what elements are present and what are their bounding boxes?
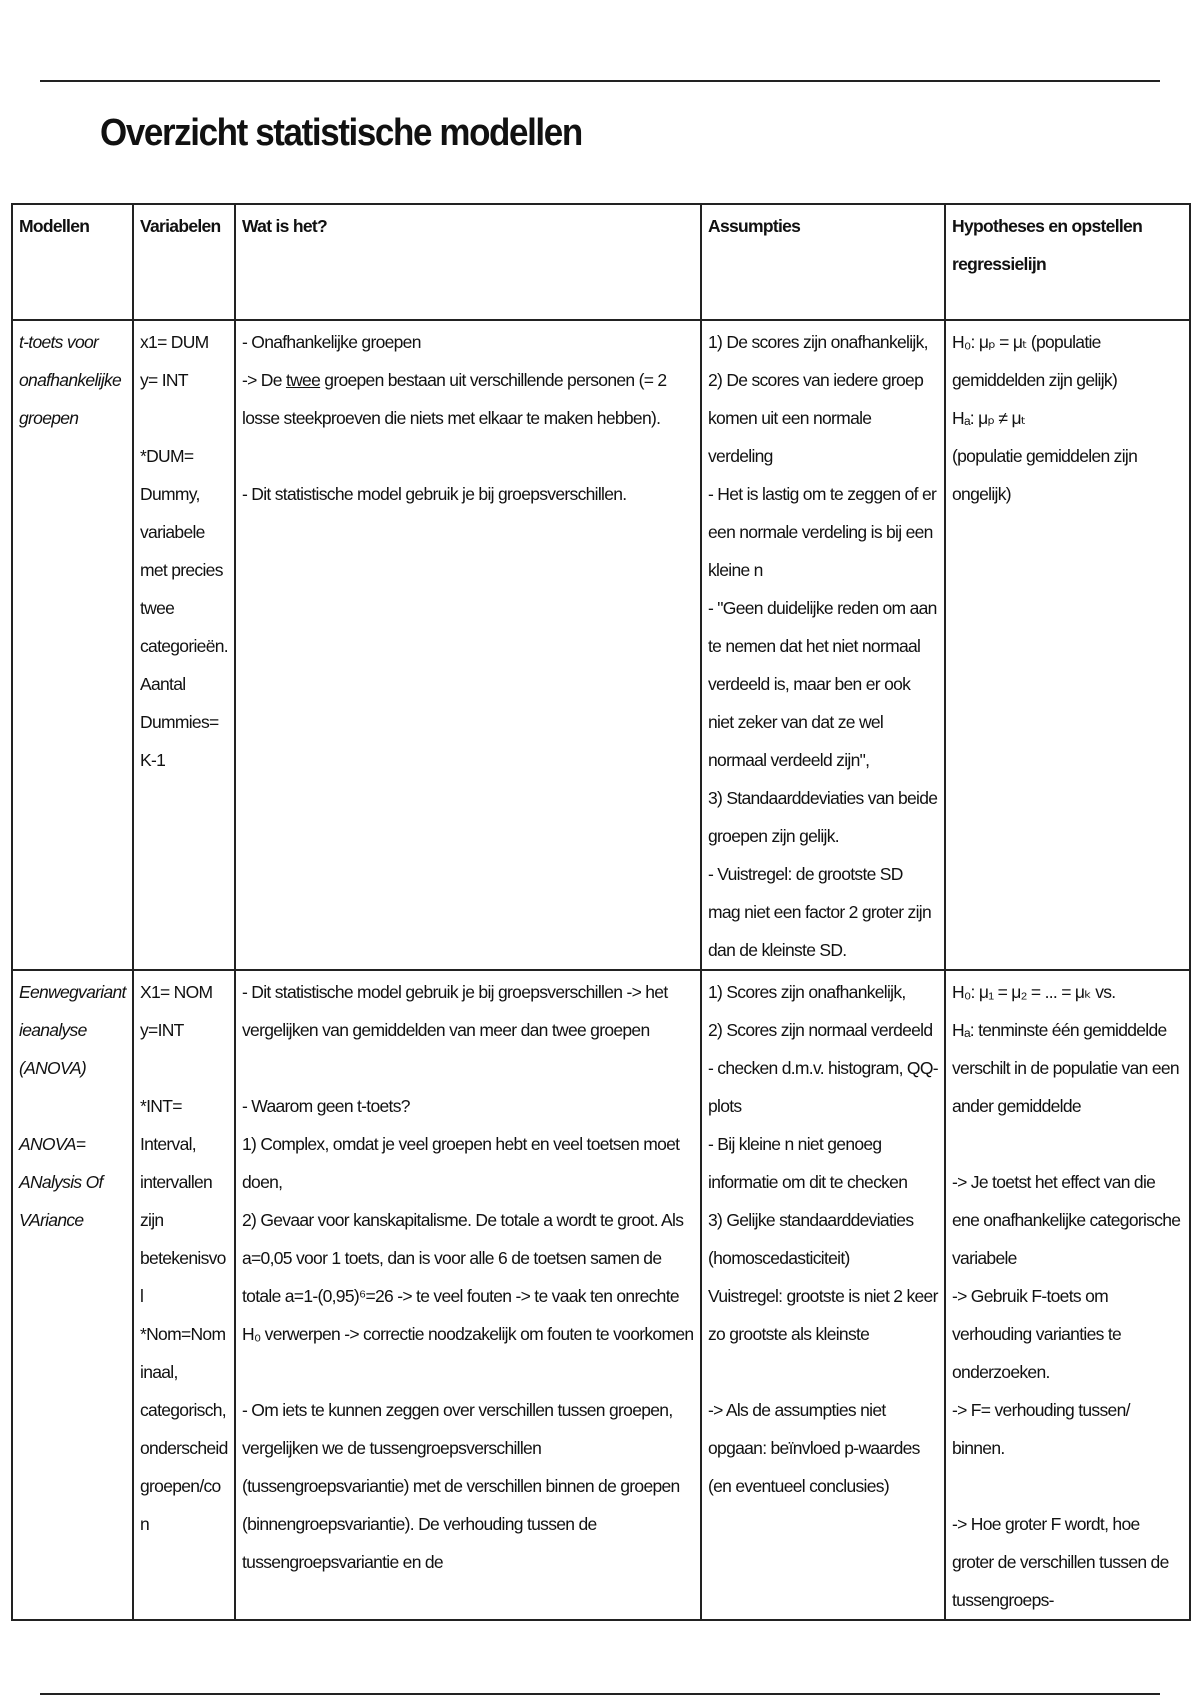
header-hypotheses: Hypotheses en opstellen regressielijn (945, 204, 1190, 320)
what-text-start: - Onafhankelijke groepen -> De (242, 332, 421, 390)
header-variables: Variabelen (133, 204, 235, 320)
header-row (12, 204, 1190, 320)
variables-cell: x1= DUM y= INT *DUM= Dummy, variabele met precies twee categorieën. Aantal Dummies= K-1 (133, 320, 235, 970)
models-table (11, 203, 1191, 1621)
top-rule (40, 80, 1160, 82)
variables-cell: X1= NOM y=INT *INT= Interval, intervallen zijn betekenisvol *Nom=Nominaal, categorisch, onderscheid groepen/con (133, 970, 235, 1620)
assumptions-cell: 1) Scores zijn onafhankelijk, 2) Scores zijn normaal verdeeld - checken d.m.v. histogram, QQ-plots - Bij kleine n niet genoeg informatie om dit te checken 3) Gelijke standaarddeviaties (homoscedasticiteit) Vuistregel: grootste is niet 2 keer zo grootste als kleinste -> Als de assumpties niet opgaan: beïnvloed p-waardes (en eventueel conclusies) (701, 970, 945, 1620)
what-cell (235, 320, 701, 970)
what-text-end: groepen bestaan uit verschillende personen (= 2 losse steekproeven die niets met elkaar te maken hebben). - Dit statistische model gebruik je bij groepsverschillen. (242, 370, 667, 504)
model-cell: Eenwegvariantieanalyse (ANOVA) ANOVA= ANalysis Of VAriance (12, 970, 133, 1620)
bottom-rule (40, 1693, 1160, 1695)
table-row (12, 320, 1190, 970)
hypotheses-cell: H₀: μ₁ = μ₂ = ... = μₖ vs. Hₐ: tenminste één gemiddelde verschilt in de populatie van een ander gemiddelde -> Je toetst het effect van die ene onafhankelijke categorische variabele -> Gebruik F-toets om verhouding varianties te onderzoeken. -> F= verhouding tussen/ binnen. -> Hoe groter F wordt, hoe groter de verschillen tussen de tussengroeps- (945, 970, 1190, 1620)
table-row (12, 970, 1190, 1620)
assumptions-cell: 1) De scores zijn onafhankelijk, 2) De scores van iedere groep komen uit een normale verdeling - Het is lastig om te zeggen of er een normale verdeling is bij een kleine n - "Geen duidelijke reden om aan te nemen dat het niet normaal verdeeld is, maar ben er ook niet zeker van dat ze wel normaal verdeeld zijn", 3) Standaarddeviaties van beide groepen zijn gelijk. - Vuistregel: de grootste SD mag niet een factor 2 groter zijn dan de kleinste SD. (701, 320, 945, 970)
page-title: Overzicht statistische modellen (100, 112, 582, 154)
header-what: Wat is het? (235, 204, 701, 320)
header-assumptions: Assumpties (701, 204, 945, 320)
what-cell: - Dit statistische model gebruik je bij groepsverschillen -> het vergelijken van gemiddelden van meer dan twee groepen - Waarom geen t-toets? 1) Complex, omdat je veel groepen hebt en veel toetsen moet doen, 2) Gevaar voor kanskapitalisme. De totale a wordt te groot. Als a=0,05 voor 1 toets, dan is voor alle 6 de toetsen samen de totale a=1-(0,95)⁶=26 -> te veel fouten -> te vaak ten onrechte H₀ verwerpen -> correctie noodzakelijk om fouten te voorkomen - Om iets te kunnen zeggen over verschillen tussen groepen, vergelijken we de tussengroepsverschillen (tussengroepsvariantie) met de verschillen binnen de groepen (binnengroepsvariantie). De verhouding tussen de tussengroepsvariantie en de (235, 970, 701, 1620)
header-models: Modellen (12, 204, 133, 320)
model-cell: t-toets voor onafhankelijke groepen (12, 320, 133, 970)
what-underlined-word: twee (285, 370, 321, 390)
hypotheses-cell: H₀: μₚ = μₜ (populatie gemiddelden zijn gelijk) Hₐ: μₚ ≠ μₜ (populatie gemiddelen zijn ongelijk) (945, 320, 1190, 970)
